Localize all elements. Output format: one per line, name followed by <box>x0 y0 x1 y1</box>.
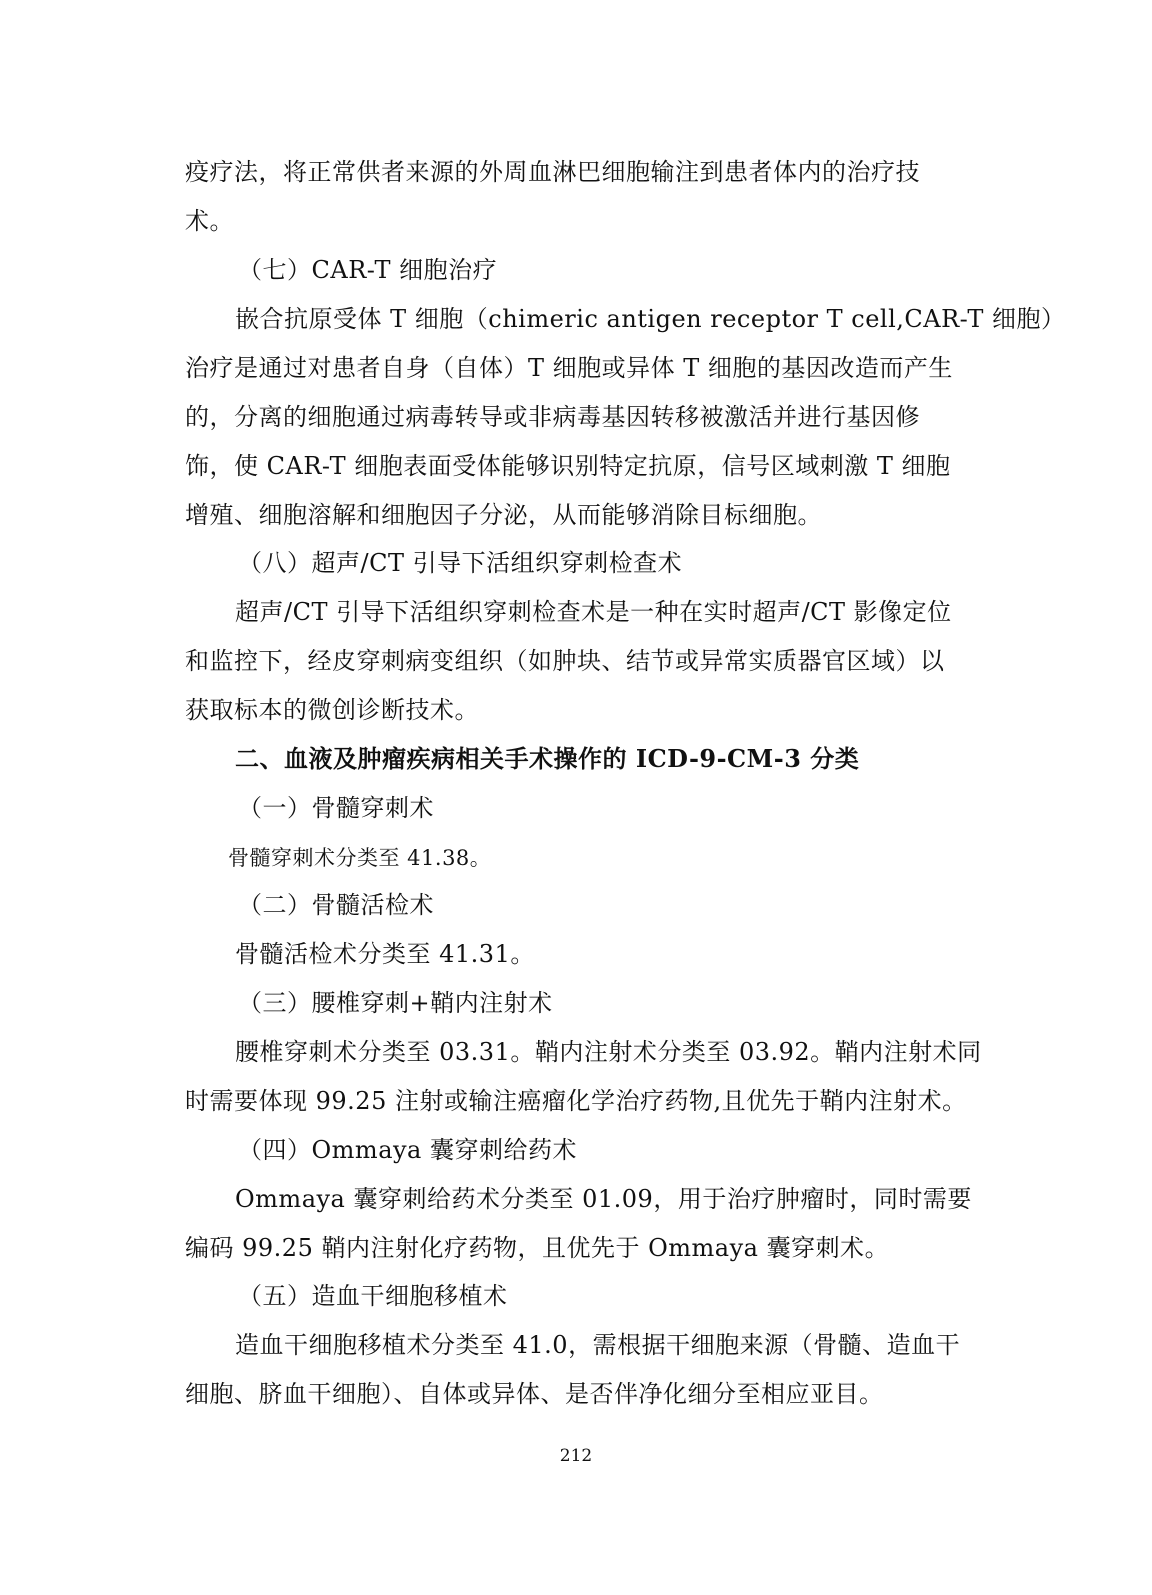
chapter-heading: 二、血液及肿瘤疾病相关手术操作的 ICD-9-CM-3 分类 <box>235 744 860 773</box>
section-heading: （八）超声/CT 引导下活组织穿刺检查术 <box>238 549 683 577</box>
paragraph-line: 和监控下，经皮穿刺病变组织（如肿块、结节或异常实质器官区域）以 <box>185 647 945 675</box>
paragraph-line: 获取标本的微创诊断技术。 <box>185 696 479 724</box>
paragraph-line: 的，分离的细胞通过病毒转导或非病毒基因转移被激活并进行基因修 <box>185 403 920 431</box>
paragraph-line: 治疗是通过对患者自身（自体）T 细胞或异体 T 细胞的基因改造而产生 <box>185 354 953 382</box>
section-heading: （七）CAR-T 细胞治疗 <box>238 256 498 284</box>
paragraph-line: 骨髓活检术分类至 41.31。 <box>235 940 535 968</box>
section-heading: （三）腰椎穿刺+鞘内注射术 <box>238 989 553 1017</box>
paragraph-line: Ommaya 囊穿刺给药术分类至 01.09，用于治疗肿瘤时，同时需要 <box>235 1185 972 1213</box>
paragraph-line: 增殖、细胞溶解和细胞因子分泌，从而能够消除目标细胞。 <box>185 501 822 529</box>
section-heading: （五）造血干细胞移植术 <box>238 1282 508 1310</box>
paragraph-line: 疫疗法，将正常供者来源的外周血淋巴细胞输注到患者体内的治疗技 <box>185 158 920 186</box>
paragraph-line: 细胞、脐血干细胞）、自体或异体、是否伴净化细分至相应亚目。 <box>185 1380 884 1408</box>
page-number: 212 <box>559 1446 593 1466</box>
section-heading: （四）Ommaya 囊穿刺给药术 <box>238 1136 577 1164</box>
paragraph-line: 编码 99.25 鞘内注射化疗药物，且优先于 Ommaya 囊穿刺术。 <box>185 1234 890 1262</box>
paragraph-line: 饰，使 CAR-T 细胞表面受体能够识别特定抗原，信号区域刺激 T 细胞 <box>185 452 951 480</box>
paragraph-line: 时需要体现 99.25 注射或输注癌瘤化学治疗药物,且优先于鞘内注射术。 <box>185 1087 967 1115</box>
paragraph-line: 超声/CT 引导下活组织穿刺检查术是一种在实时超声/CT 影像定位 <box>235 598 952 626</box>
paragraph-line: 腰椎穿刺术分类至 03.31。鞘内注射术分类至 03.92。鞘内注射术同 <box>235 1038 982 1066</box>
paragraph-line: 骨髓穿刺术分类至 41.38。 <box>228 846 492 870</box>
section-heading: （一）骨髓穿刺术 <box>238 794 434 822</box>
paragraph-line: 嵌合抗原受体 T 细胞（chimeric antigen receptor T cell,CAR-T 细胞） <box>235 305 1066 333</box>
section-heading: （二）骨髓活检术 <box>238 891 434 919</box>
paragraph-line: 术。 <box>185 207 234 235</box>
paragraph-line: 造血干细胞移植术分类至 41.0，需根据干细胞来源（骨髓、造血干 <box>235 1331 961 1359</box>
